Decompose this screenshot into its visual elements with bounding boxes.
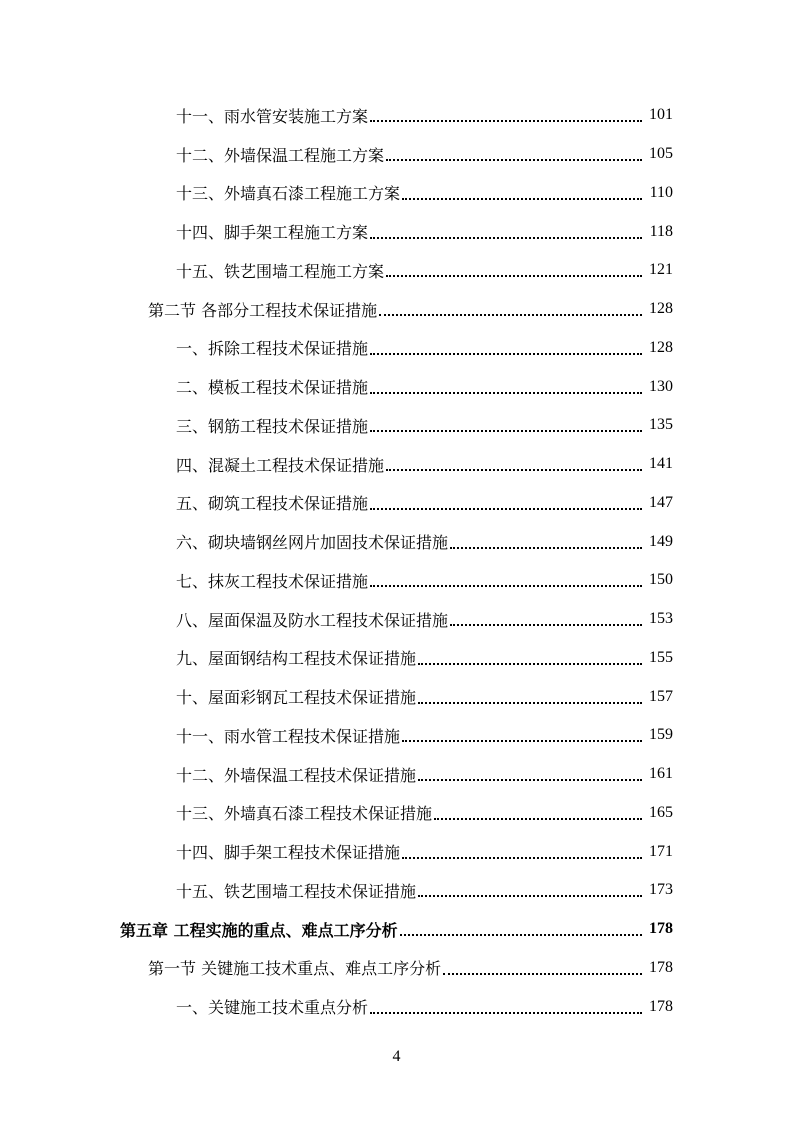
toc-dot-leader: [370, 392, 642, 394]
toc-entry-title: 七、抹灰工程技术保证措施: [176, 571, 369, 591]
toc-entry[interactable]: [0, 367, 793, 406]
toc-entry-page: 128: [649, 300, 673, 318]
toc-entry[interactable]: [0, 522, 793, 561]
toc-entry-page: 105: [649, 145, 673, 163]
toc-entry[interactable]: [0, 406, 793, 445]
toc-entry[interactable]: [0, 639, 793, 678]
toc-entry-title: 第五章 工程实施的重点、难点工序分析: [120, 920, 398, 940]
toc-dot-leader: [386, 159, 642, 161]
toc-entry-page: 149: [649, 532, 673, 550]
toc-entry[interactable]: [0, 561, 793, 600]
toc-entry-page: 178: [649, 958, 673, 976]
toc-dot-leader: [418, 702, 642, 704]
toc-entry-title: 八、屋面保温及防水工程技术保证措施: [176, 610, 449, 630]
toc-entry-title: 十一、雨水管工程技术保证措施: [176, 726, 401, 746]
toc-entry-title: 十三、外墙真石漆工程技术保证措施: [176, 804, 433, 824]
toc-entry[interactable]: [0, 600, 793, 639]
toc-entry-title: 四、混凝土工程技术保证措施: [176, 455, 385, 475]
toc-entry-page: 178: [649, 920, 673, 938]
toc-dot-leader: [386, 469, 642, 471]
toc-entry[interactable]: [0, 96, 793, 135]
toc-entry-page: 118: [649, 222, 673, 240]
toc-entry-page: 130: [649, 377, 673, 395]
toc-entry-page: 153: [649, 610, 673, 628]
toc-entry-title: 第一节 关键施工技术重点、难点工序分析: [148, 959, 442, 979]
toc-entry-title: 十五、铁艺围墙工程技术保证措施: [176, 881, 417, 901]
toc-entry[interactable]: [0, 329, 793, 368]
toc-entry-page: 171: [649, 842, 673, 860]
toc-entry[interactable]: [0, 949, 793, 988]
toc-entry-title: 十、屋面彩钢瓦工程技术保证措施: [176, 688, 417, 708]
toc-entry-page: 135: [649, 416, 673, 434]
toc-entry-title: 十二、外墙保温工程施工方案: [176, 145, 385, 165]
toc-entry[interactable]: [0, 290, 793, 329]
toc-entry-page: 150: [649, 571, 673, 589]
toc-entry[interactable]: [0, 832, 793, 871]
toc-entry-page: 121: [649, 261, 673, 279]
toc-entry-page: 157: [649, 687, 673, 705]
toc-dot-leader: [370, 353, 642, 355]
toc-dot-leader: [402, 740, 642, 742]
toc-entry-page: 101: [649, 106, 673, 124]
toc-entry-page: 110: [649, 183, 673, 201]
toc-dot-leader: [370, 237, 642, 239]
toc-entry[interactable]: [0, 755, 793, 794]
toc-dot-leader: [402, 857, 642, 859]
toc-entry-page: 159: [649, 726, 673, 744]
toc-dot-leader: [450, 547, 642, 549]
toc-entry-page: 161: [649, 765, 673, 783]
toc-dot-leader: [434, 818, 642, 820]
toc-dot-leader: [370, 120, 642, 122]
toc-dot-leader: [402, 198, 642, 200]
toc-entry-page: 178: [649, 997, 673, 1015]
toc-entry-page: 165: [649, 803, 673, 821]
toc-dot-leader: [450, 624, 642, 626]
toc-entry-title: 一、关键施工技术重点分析: [176, 998, 369, 1018]
toc-dot-leader: [386, 275, 642, 277]
toc-entry-page: 155: [649, 648, 673, 666]
page-number: 4: [392, 1048, 401, 1065]
toc-entry[interactable]: [0, 251, 793, 290]
toc-dot-leader: [418, 779, 642, 781]
toc-dot-leader: [400, 934, 642, 936]
toc-dot-leader: [418, 663, 642, 665]
toc-entry[interactable]: [0, 174, 793, 213]
toc-dot-leader: [379, 314, 642, 316]
toc-dot-leader: [443, 973, 642, 975]
toc-entry[interactable]: [0, 484, 793, 523]
toc-entry[interactable]: [0, 871, 793, 910]
toc-entry[interactable]: [0, 677, 793, 716]
toc-dot-leader: [370, 430, 642, 432]
toc-entry[interactable]: [0, 794, 793, 833]
toc-entry-title: 十三、外墙真石漆工程施工方案: [176, 184, 401, 204]
toc-entry-page: 147: [649, 493, 673, 511]
toc-entry-title: 一、拆除工程技术保证措施: [176, 339, 369, 359]
toc-entry-title: 十一、雨水管安装施工方案: [176, 106, 369, 126]
toc-entry[interactable]: [0, 135, 793, 174]
toc-entry[interactable]: [0, 445, 793, 484]
toc-entry-title: 第二节 各部分工程技术保证措施: [148, 300, 378, 320]
toc-entry-title: 十四、脚手架工程技术保证措施: [176, 843, 401, 863]
toc-entry-title: 十二、外墙保温工程技术保证措施: [176, 765, 417, 785]
toc-dot-leader: [418, 895, 642, 897]
toc-entry[interactable]: [0, 716, 793, 755]
toc-dot-leader: [370, 585, 642, 587]
toc-entry-title: 六、砌块墙钢丝网片加固技术保证措施: [176, 533, 449, 553]
toc-entry-title: 五、砌筑工程技术保证措施: [176, 494, 369, 514]
toc-entry[interactable]: [0, 212, 793, 251]
toc-entry-page: 128: [649, 338, 673, 356]
toc-entry-page: 141: [649, 455, 673, 473]
toc-entry-page: 173: [649, 881, 673, 899]
toc-dot-leader: [370, 508, 642, 510]
toc-entry-title: 十四、脚手架工程施工方案: [176, 223, 369, 243]
toc-entry-title: 十五、铁艺围墙工程施工方案: [176, 261, 385, 281]
toc-entry[interactable]: [0, 987, 793, 1026]
toc-entry[interactable]: [0, 910, 793, 949]
toc-entry-title: 二、模板工程技术保证措施: [176, 378, 369, 398]
toc-entry-title: 三、钢筋工程技术保证措施: [176, 416, 369, 436]
toc-entry-title: 九、屋面钢结构工程技术保证措施: [176, 649, 417, 669]
table-of-contents: [0, 96, 793, 1026]
toc-dot-leader: [370, 1012, 642, 1014]
